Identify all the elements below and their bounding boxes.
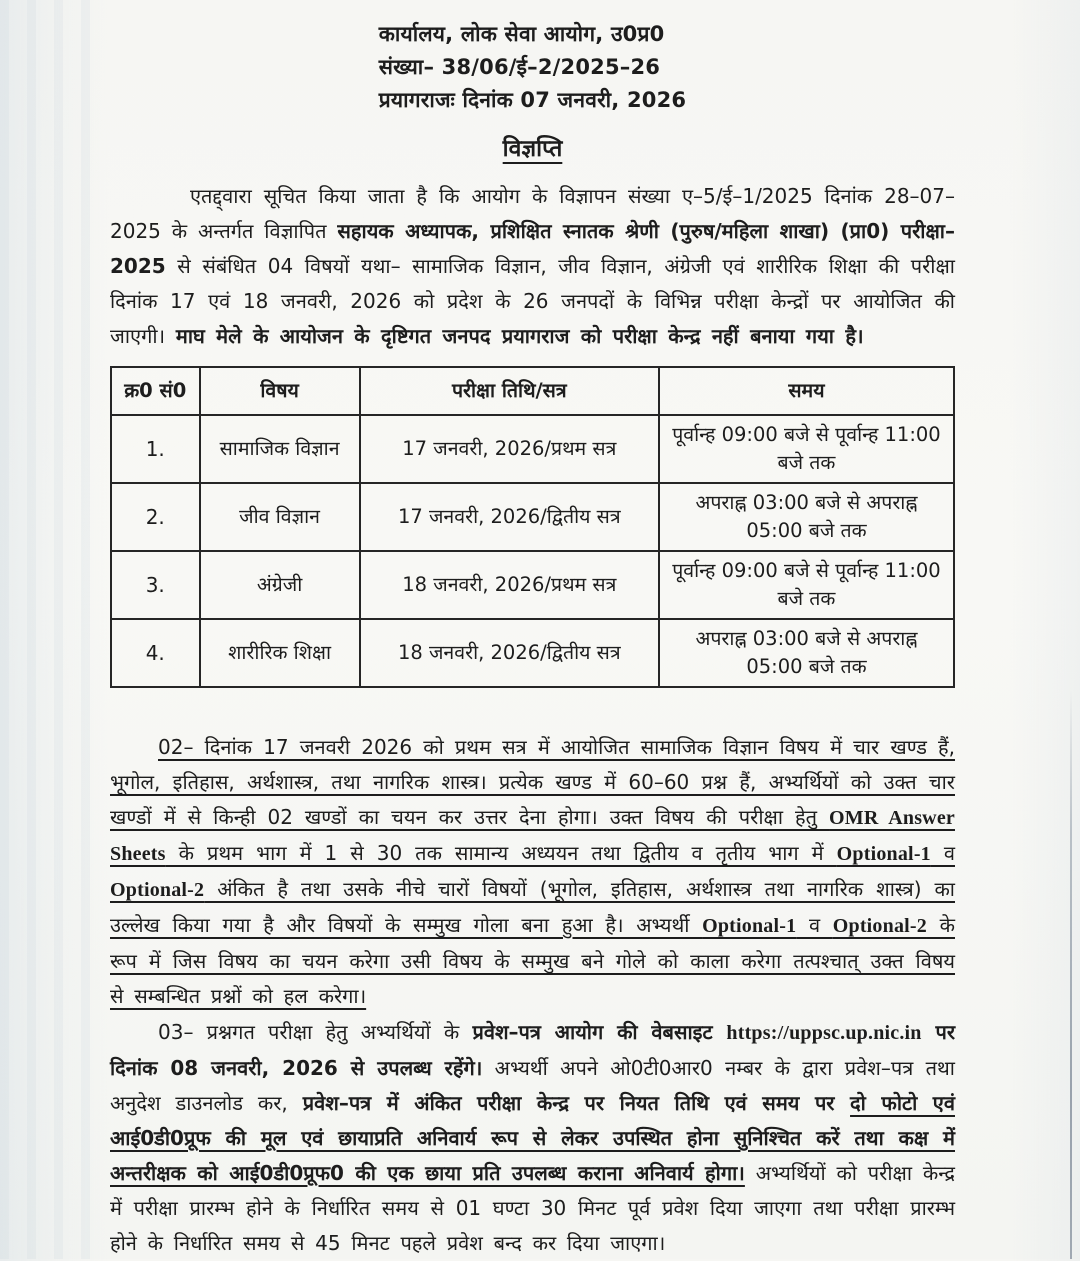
intro-paragraph	[110, 179, 955, 354]
table-row	[111, 619, 954, 687]
time-cell: अपराह्न 03:00 बजे से अपराह्न 05:00 बजे तक	[659, 483, 954, 551]
text-run: प्रवेश–पत्र में अंकित परीक्षा केन्द्र पर नियत तिथि एवं समय पर	[302, 1091, 851, 1115]
table-row	[111, 483, 954, 551]
reference-number: संख्या– 38/06/ई–2/2025–26	[378, 55, 661, 79]
letterhead	[110, 18, 955, 117]
serial-cell: 3.	[111, 551, 200, 619]
time-cell: पूर्वान्ह 09:00 बजे से पूर्वान्ह 11:00 बजे तक	[659, 551, 954, 619]
text-run: एतद्द्वारा सूचित किया जाता है कि आयोग के विज्ञापन संख्या ए–5/ई–1/2025 दिनांक 28–07–2025 के अन्तर्गत विज्ञापित	[110, 184, 955, 243]
text-run: Optional-1	[702, 915, 797, 937]
time-cell: पूर्वान्ह 09:00 बजे से पूर्वान्ह 11:00 बजे तक	[659, 415, 954, 483]
table-row	[111, 551, 954, 619]
subject-cell: अंग्रेजी	[200, 551, 360, 619]
text-run: Optional-2	[110, 879, 205, 901]
table-row	[111, 415, 954, 483]
text-run: के रूप में जिस विषय का चयन करेगा उसी विषय के सम्मुख बने गोले को काला करेगा तत्पश्चात् उक्त विषय से सम्बन्धित प्रश्नों को हल करेगा।	[110, 913, 955, 1008]
text-run: व	[796, 913, 833, 937]
place-and-date: प्रयागराजः दिनांक 07 जनवरी, 2026	[378, 88, 687, 112]
text-run: पर दिनांक 08 जनवरी, 2026 से उपलब्ध रहेंगे।	[110, 1020, 955, 1080]
notice-title: विज्ञप्ति	[502, 136, 563, 162]
notice-title-wrap	[110, 131, 955, 163]
col-header-date-session: परीक्षा तिथि/सत्र	[360, 367, 659, 415]
text-run: अभ्यर्थियों को परीक्षा केन्द्र में परीक्षा प्रारम्भ होने के निर्धारित समय से 01 घण्टा 30 मिनट पूर्व प्रवेश दिया जाएगा तथा परीक्षा प्रारम्भ होने के निर्धारित समय से 45 मिनट पहले प्रवेश बन्द कर दिया जाएगा।	[110, 1161, 955, 1255]
serial-cell: 1.	[111, 415, 200, 483]
text-run: प्रवेश–पत्र आयोग की वेबसाइट	[472, 1020, 727, 1044]
subject-cell: जीव विज्ञान	[200, 483, 360, 551]
text-run: Optional-1	[836, 843, 931, 865]
date-session-cell: 17 जनवरी, 2026/द्वितीय सत्र	[360, 483, 659, 551]
subject-cell: शारीरिक शिक्षा	[200, 619, 360, 687]
exam-schedule-table	[110, 366, 955, 688]
col-header-time: समय	[659, 367, 954, 415]
para-03-admit-card-instructions	[110, 1015, 955, 1261]
text-run: सहायक अध्यापक, प्रशिक्षित स्नातक श्रेणी (पुरुष/महिला शाखा) (प्रा0) परीक्षा–2025	[110, 219, 955, 278]
office-name: कार्यालय, लोक सेवा आयोग, उ0प्र0	[378, 22, 665, 46]
col-header-subject: विषय	[200, 367, 360, 415]
date-session-cell: 18 जनवरी, 2026/प्रथम सत्र	[360, 551, 659, 619]
text-run: 02– दिनांक 17 जनवरी 2026 को प्रथम सत्र में आयोजित सामाजिक विज्ञान विषय में चार खण्ड हैं, भूगोल, इतिहास, अर्थशास्त्र, तथा नागरिक शास्त्र। प्रत्येक खण्ड में 60–60 प्रश्न हैं, अभ्यर्थियों को उक्त चार खण्डों में से किन्ही 02 खण्डों का चयन कर उत्तर देना होगा। उक्त विषय की परीक्षा हेतु	[110, 735, 955, 829]
subject-cell: सामाजिक विज्ञान	[200, 415, 360, 483]
text-run: Optional-2	[832, 915, 927, 937]
text-run: अभ्यर्थी अपने ओ0टी0आर0 नम्बर के द्वारा प्रवेश–पत्र तथा अनुदेश डाउनलोड कर,	[110, 1056, 955, 1115]
text-run: से संबंधित 04 विषयों यथा– सामाजिक विज्ञान, जीव विज्ञान, अंग्रेजी एवं शारीरिक शिक्षा की परीक्षा दिनांक 17 एवं 18 जनवरी, 2026 को प्रदेश के 26 जनपदों के विभिन्न परीक्षा केन्द्रों पर आयोजित की जाएगी।	[110, 254, 955, 348]
para-02-omr-instructions	[110, 730, 955, 1014]
text-run: माघ मेले के आयोजन के दृष्टिगत जनपद प्रयागराज को परीक्षा केन्द्र नहीं बनाया गया है।	[175, 324, 864, 348]
date-session-cell: 17 जनवरी, 2026/प्रथम सत्र	[360, 415, 659, 483]
text-run: 03– प्रश्नगत परीक्षा हेतु अभ्यर्थियों के	[158, 1020, 473, 1044]
table-header-row	[111, 367, 954, 415]
text-run: https://uppsc.up.nic.in	[726, 1022, 922, 1044]
col-header-serial: क्र0 सं0	[111, 367, 200, 415]
text-run: के प्रथम भाग में 1 से 30 तक सामान्य अध्ययन तथा द्वितीय व तृतीय भाग में	[165, 841, 837, 865]
text-run: अंकित है तथा उसके नीचे चारों विषयों (भूगोल, इतिहास, अर्थशास्त्र तथा नागरिक शास्त्र) का उल्लेख किया गया है और विषयों के सम्मुख गोला बना हुआ है। अभ्यर्थी	[110, 877, 955, 937]
text-run: दो फोटो एवं आई0डी0प्रूफ की मूल एवं छायाप्रति अनिवार्य रूप से लेकर उपस्थित होना सुनिश्चित करें तथा कक्ष में अन्तरीक्षक को आई0डी0प्रूफ0 की एक छाया प्रति उपलब्ध कराना अनिवार्य होगा।	[110, 1091, 955, 1185]
time-cell: अपराह्न 03:00 बजे से अपराह्न 05:00 बजे तक	[659, 619, 954, 687]
serial-cell: 4.	[111, 619, 200, 687]
serial-cell: 2.	[111, 483, 200, 551]
date-session-cell: 18 जनवरी, 2026/द्वितीय सत्र	[360, 619, 659, 687]
text-run: OMR Answer Sheets	[110, 807, 955, 865]
text-run: व	[930, 841, 955, 865]
